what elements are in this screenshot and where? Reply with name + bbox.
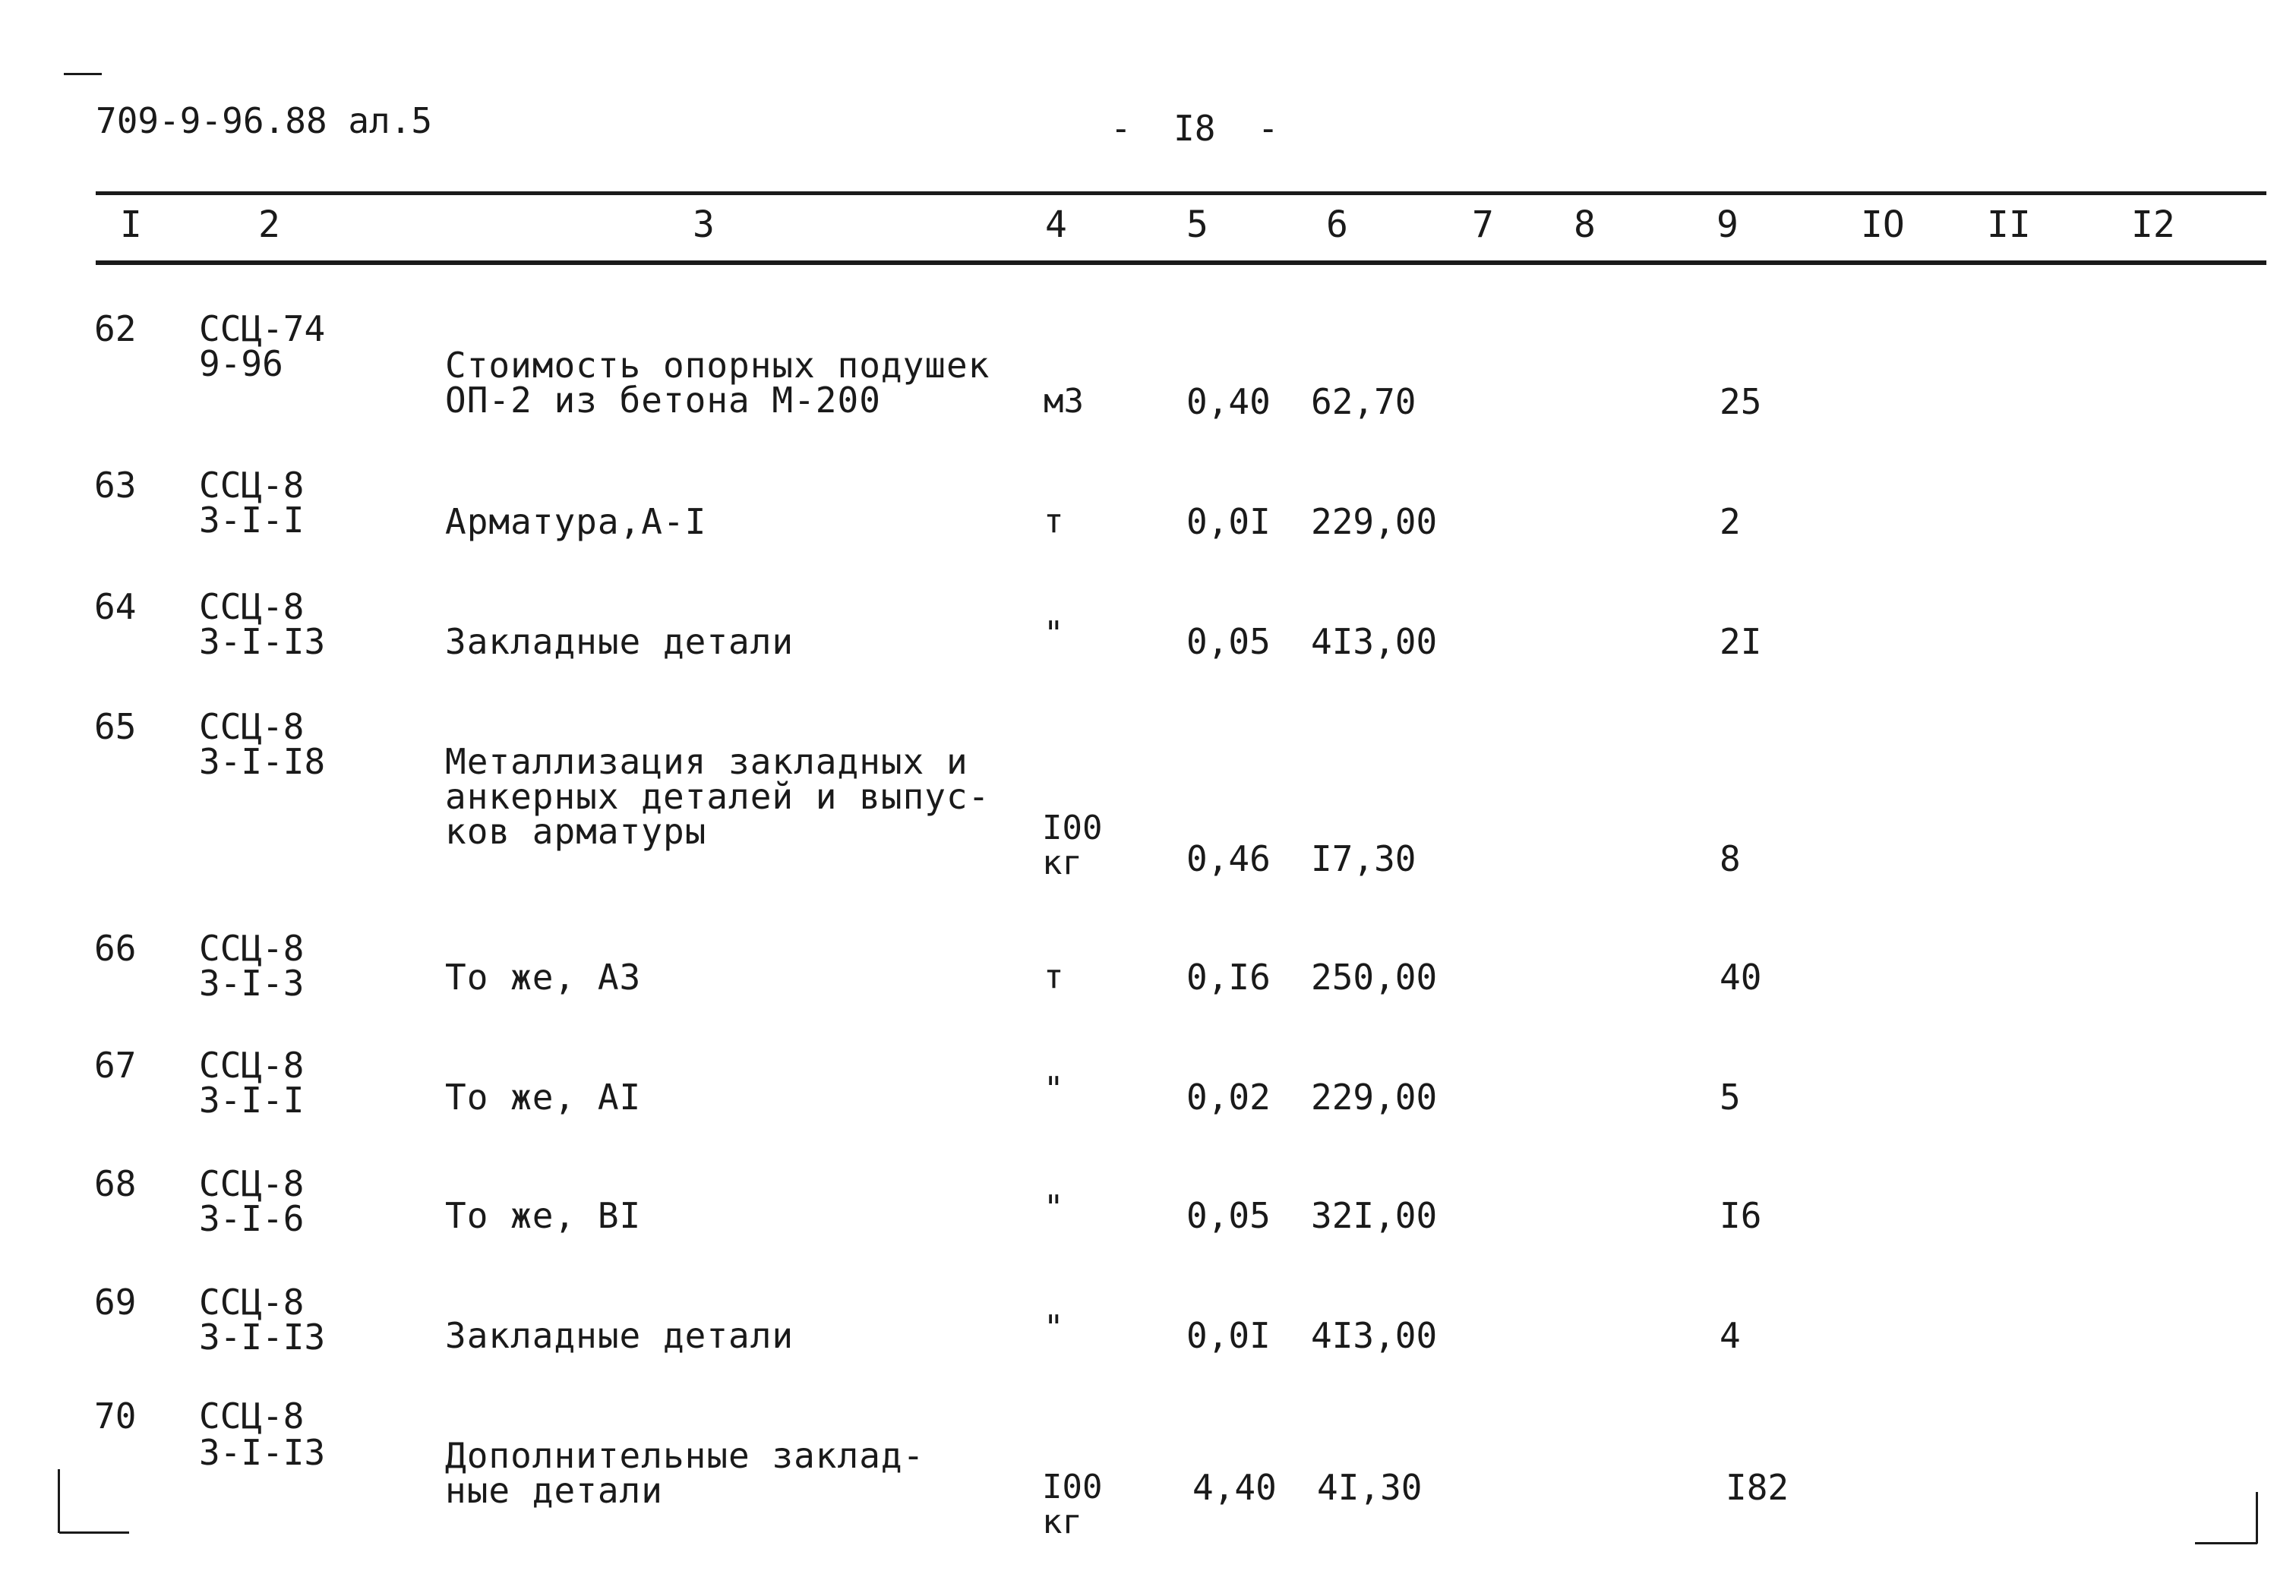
unit-line-1: т [1044, 502, 1064, 541]
unit-line-1: м3 [1044, 382, 1084, 421]
quantity: 0,I6 [1186, 957, 1271, 998]
corner-mark-bottom-right-vertical [2256, 1492, 2258, 1544]
price-code-line-1: ССЦ-8 [199, 586, 305, 627]
row-number: 68 [94, 1163, 137, 1204]
item-name-line-1: Стоимость опорных подушек [445, 345, 990, 386]
item-name-line-1: То же, А3 [445, 957, 642, 998]
price-code-line-2: 9-96 [199, 343, 283, 384]
price-code-line-1: ССЦ-8 [199, 928, 305, 969]
unit-line-1: " [1044, 1188, 1064, 1227]
corner-mark-bottom-left-horizontal [59, 1531, 129, 1534]
column-header-11: II [1987, 203, 2031, 246]
column-header-5: 5 [1186, 203, 1208, 246]
unit-price: 62,70 [1311, 381, 1416, 422]
corner-mark-bottom-right-horizontal [2195, 1542, 2257, 1544]
table-header-top-rule [96, 191, 2266, 195]
unit-line-1: " [1044, 1308, 1064, 1347]
unit-line-2: кг [1042, 844, 1082, 882]
row-number: 64 [94, 586, 137, 627]
row-number: 63 [94, 465, 137, 506]
unit-line-1: " [1044, 1070, 1064, 1109]
price-code-line-1: ССЦ-74 [199, 308, 326, 349]
column-header-9: 9 [1716, 203, 1739, 246]
item-name-line-1: Дополнительные заклад- [445, 1435, 925, 1476]
unit-line-1: I00 [1042, 809, 1103, 847]
item-name-line-1: Металлизация закладных и [445, 741, 968, 782]
column-header-6: 6 [1326, 203, 1348, 246]
price-code-line-2: 3-I-I3 [199, 1317, 326, 1358]
column-header-4: 4 [1045, 203, 1067, 246]
corner-mark-top-left [64, 73, 102, 75]
total-cost: 25 [1720, 381, 1762, 422]
row-number: 65 [94, 706, 137, 747]
item-name-line-1: Закладные детали [445, 1315, 794, 1356]
column-header-10: IO [1861, 203, 1905, 246]
row-number: 70 [94, 1396, 137, 1437]
price-code-line-2: 3-I-3 [199, 963, 305, 1004]
price-code-line-2: 3-I-I3 [199, 1432, 326, 1473]
row-number: 66 [94, 928, 137, 969]
row-number: 69 [94, 1282, 137, 1323]
total-cost: I6 [1720, 1195, 1762, 1236]
unit-line-1: " [1044, 614, 1064, 653]
item-name-line-1: Арматура,А-I [445, 501, 707, 542]
total-cost: 2 [1720, 501, 1741, 542]
unit-line-2: кг [1042, 1503, 1082, 1541]
row-number: 62 [94, 308, 137, 349]
item-name-line-1: Закладные детали [445, 621, 794, 662]
quantity: 0,0I [1186, 1315, 1271, 1356]
item-name-line-2: ные детали [445, 1470, 663, 1511]
column-header-3: 3 [693, 203, 715, 246]
unit-price: 4I3,00 [1311, 621, 1438, 662]
row-number: 67 [94, 1045, 137, 1086]
quantity: 0,02 [1186, 1077, 1271, 1118]
price-code-line-2: 3-I-6 [199, 1198, 305, 1239]
price-code-line-1: ССЦ-8 [199, 706, 305, 747]
price-code-line-1: ССЦ-8 [199, 1045, 305, 1086]
quantity: 4,40 [1192, 1467, 1277, 1508]
price-code-line-1: ССЦ-8 [199, 1163, 305, 1204]
price-code-line-2: 3-I-I8 [199, 741, 326, 782]
column-header-7: 7 [1472, 203, 1494, 246]
item-name-line-3: ков арматуры [445, 811, 707, 852]
unit-line-1: I00 [1042, 1468, 1103, 1506]
document-code: 709-9-96.88 ал.5 [96, 100, 433, 141]
table-header-bottom-rule [96, 260, 2266, 265]
price-code-line-1: ССЦ-8 [199, 465, 305, 506]
price-code-line-2: 3-I-I3 [199, 621, 326, 662]
quantity: 0,05 [1186, 1195, 1271, 1236]
unit-price: 229,00 [1311, 1077, 1438, 1118]
unit-price: I7,30 [1311, 838, 1416, 879]
unit-line-1: т [1044, 957, 1064, 996]
unit-price: 250,00 [1311, 957, 1438, 998]
quantity: 0,05 [1186, 621, 1271, 662]
item-name-line-2: анкерных деталей и выпус- [445, 776, 990, 817]
item-name-line-2: ОП-2 из бетона М-200 [445, 380, 881, 421]
page-number: - I8 - [1110, 108, 1279, 149]
price-code-line-2: 3-I-I [199, 1080, 305, 1121]
quantity: 0,0I [1186, 501, 1271, 542]
price-code-line-1: ССЦ-8 [199, 1396, 305, 1437]
item-name-line-1: То же, ВI [445, 1195, 642, 1236]
item-name-line-1: То же, АI [445, 1077, 642, 1118]
corner-mark-bottom-left-vertical [58, 1469, 60, 1533]
unit-price: 4I,30 [1317, 1467, 1423, 1508]
total-cost: 8 [1720, 838, 1741, 879]
quantity: 0,40 [1186, 381, 1271, 422]
price-code-line-2: 3-I-I [199, 500, 305, 541]
total-cost: 2I [1720, 621, 1762, 662]
total-cost: I82 [1726, 1467, 1789, 1508]
total-cost: 5 [1720, 1077, 1741, 1118]
column-header-8: 8 [1574, 203, 1596, 246]
quantity: 0,46 [1186, 838, 1271, 879]
column-header-12: I2 [2131, 203, 2175, 246]
column-header-2: 2 [258, 203, 280, 246]
total-cost: 40 [1720, 957, 1762, 998]
column-header-1: I [120, 203, 142, 246]
unit-price: 4I3,00 [1311, 1315, 1438, 1356]
total-cost: 4 [1720, 1315, 1741, 1356]
unit-price: 32I,00 [1311, 1195, 1438, 1236]
price-code-line-1: ССЦ-8 [199, 1282, 305, 1323]
unit-price: 229,00 [1311, 501, 1438, 542]
